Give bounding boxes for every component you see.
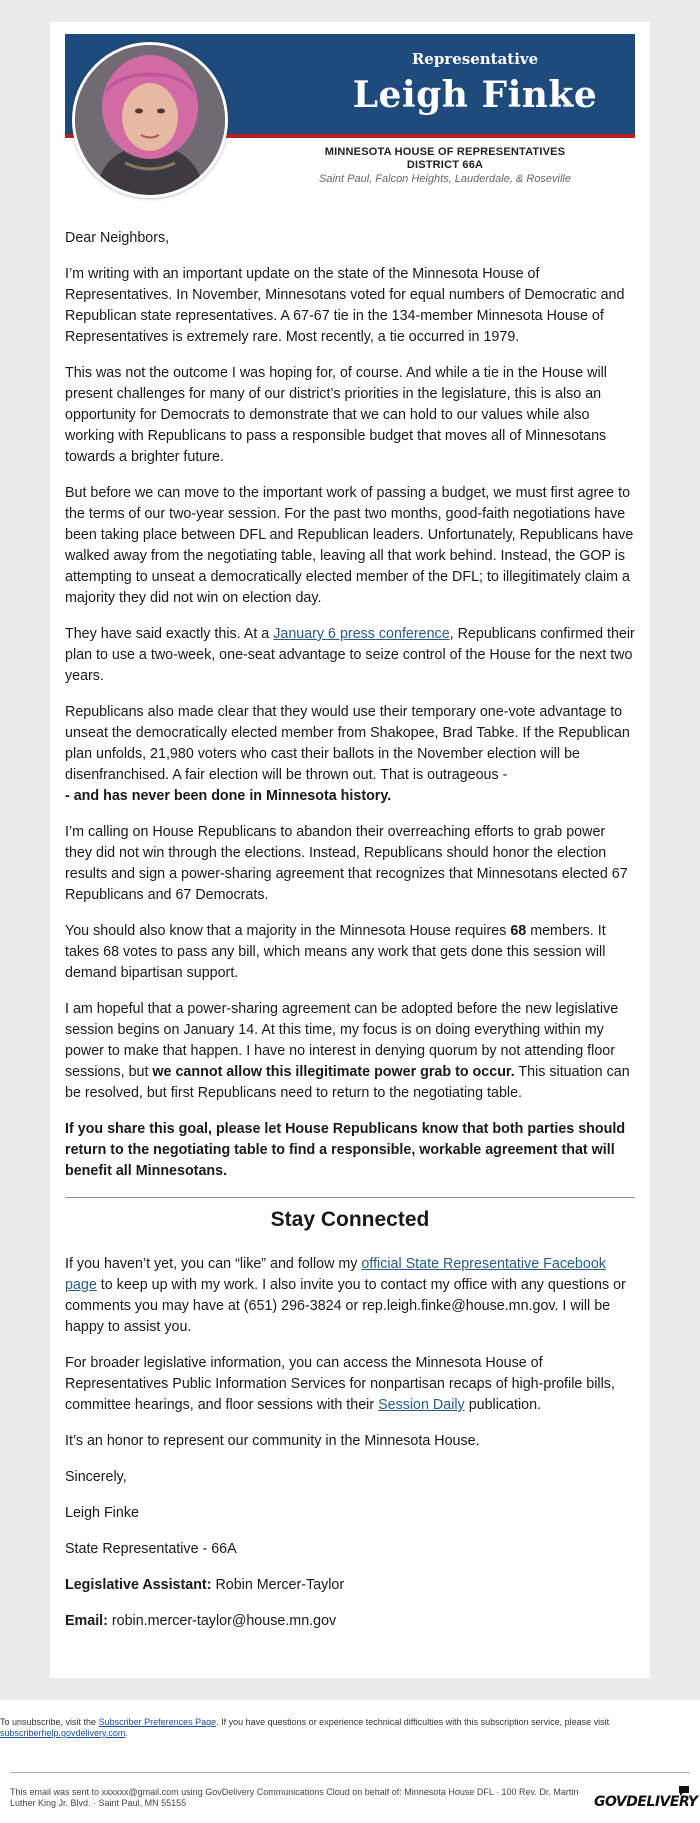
- paragraph-8-bold: we cannot allow this illegitimate power grab to occur.: [152, 1064, 515, 1080]
- legislative-assistant-label: Legislative Assistant:: [65, 1577, 212, 1593]
- paragraph-1: I’m writing with an important update on the state of the Minnesota House of Representatives. In November, Minnesotans voted for equal numbers of Democratic and Republican state representatives. A 67-67 tie in the 134-member Minnesota House of Representatives is extremely rare. Most recently, a tie occurred in 1979.: [65, 266, 625, 345]
- closing: Sincerely,: [65, 1469, 127, 1485]
- district-cities: Saint Paul, Falcon Heights, Lauderdale, & Roseville: [319, 173, 571, 185]
- email-label: Email:: [65, 1613, 108, 1629]
- stay-paragraph-1-text-end: to keep up with my work. I also invite you to contact my office with any questions or comments you may have at (651) 296-3824 or rep.leigh.finke@house.mn.gov. I will be happy to assist you.: [65, 1277, 626, 1335]
- section-divider: [65, 1197, 635, 1198]
- press-conference-link[interactable]: January 6 press conference: [273, 626, 450, 642]
- paragraph-4-text-end: , Republicans confirmed their plan to use a two-week, one-seat advantage to seize control of the House for the next two years.: [65, 626, 635, 684]
- govdelivery-bubble-icon: [678, 1785, 690, 1797]
- paragraph-4: [65, 624, 635, 687]
- greeting: Dear Neighbors,: [65, 230, 170, 246]
- unsubscribe-text-start: To unsubscribe, visit the: [0, 1717, 99, 1727]
- paragraph-6: I’m calling on House Republicans to abandon their overreaching efforts to grab power they did not win through the elections. Instead, Republicans should honor the election results and sign a power-sharing agreement that recognizes that Minnesotans elected 67 Republicans and 67 Democrats.: [65, 824, 628, 903]
- legislative-assistant-value: Robin Mercer-Taylor: [211, 1577, 345, 1593]
- stay-paragraph-2-text-end: publication.: [464, 1397, 542, 1413]
- house-title-line2: DISTRICT 66A: [406, 159, 484, 171]
- stay-paragraph-1: [65, 1254, 635, 1338]
- paragraph-9: [65, 1119, 635, 1182]
- footer-divider: [10, 1772, 690, 1773]
- representative-photo: [72, 42, 228, 198]
- header-subtitle: Representative: [411, 50, 539, 68]
- stay-paragraph-1-text: If you haven’t yet, you can “like” and follow my: [65, 1256, 362, 1272]
- paragraph-7: [65, 921, 635, 984]
- session-daily-link[interactable]: Session Daily: [378, 1397, 465, 1413]
- subscriber-help-link[interactable]: subscriberhelp.govdelivery.com: [0, 1728, 126, 1738]
- stay-paragraph-3: It’s an honor to represent our community in the Minnesota House.: [65, 1433, 480, 1449]
- unsubscribe-text-end: .: [125, 1728, 128, 1738]
- paragraph-5: [65, 702, 635, 807]
- sent-to-text: This email was sent to xxxxxx@gmail.com using GovDelivery Communications Cloud on behalf of: Minnesota House DFL · 100 Rev. Dr. Martin Luther King Jr. Blvd. · Saint Paul, MN 55155: [10, 1787, 579, 1808]
- paragraph-8-text-end: This situation can be resolved, but first Republicans need to return to the negotiating table.: [65, 1064, 630, 1101]
- letter-body: [65, 228, 635, 1647]
- govdelivery-logo: GOVDELIVERY: [594, 1794, 698, 1810]
- paragraph-3: But before we can move to the important work of passing a budget, we must first agree to the terms of our two-year session. For the past two months, good-faith negotiations have been taking place between DFL and Republican leaders. Unfortunately, Republicans have walked away from the negotiating table, leaving all that work behind. Instead, the GOP is attempting to unseat a democratically elected member of the DFL; to illegitimately claim a majority they did not win on election day.: [65, 485, 634, 606]
- paragraph-8: [65, 999, 635, 1104]
- email-line: [65, 1611, 635, 1632]
- paragraph-7-bold: 68: [510, 923, 527, 939]
- signature-name: Leigh Finke: [65, 1505, 139, 1521]
- stay-connected-heading: Stay Connected: [270, 1208, 430, 1231]
- paragraph-5-bold: - and has never been done in Minnesota history.: [65, 788, 392, 804]
- paragraph-5-text: Republicans also made clear that they would use their temporary one-vote advantage to unseat the democratically elected member from Shakopee, Brad Tabke. If the Republican plan unfolds, 21,980 voters who cast their ballots in the November election will be disenfranchised. A fair election will be thrown out. That is outrageous -: [65, 704, 630, 783]
- unsubscribe-text-middle: . If you have questions or experience technical difficulties with this subscription service, please visit: [216, 1717, 610, 1727]
- header-name: Leigh Finke: [352, 74, 598, 116]
- paragraph-4-text: They have said exactly this. At a: [65, 626, 274, 642]
- newsletter-card: [50, 22, 650, 1678]
- stay-paragraph-2-text: For broader legislative information, you can access the Minnesota House of Representatives Public Information Services for nonpartisan recaps of high-profile bills, committee hearings, and floor sessions with their: [65, 1355, 615, 1413]
- paragraph-8-text: I am hopeful that a power-sharing agreement can be adopted before the new legislative session begins on January 14. At this time, my focus is on doing everything within my power to make that happen. I have no interest in denying quorum by not attending floor sessions, but: [65, 1001, 619, 1080]
- facebook-page-link[interactable]: official State Representative Facebook page: [65, 1256, 606, 1293]
- subscriber-preferences-link[interactable]: Subscriber Preferences Page: [98, 1717, 217, 1727]
- stay-paragraph-2: [65, 1353, 635, 1416]
- paragraph-7-text-end: members. It takes 68 votes to pass any bill, which means any work that gets done this session will demand bipartisan support.: [65, 923, 606, 981]
- call-to-action: If you share this goal, please let House Republicans know that both parties should return to the negotiating table to find a responsible, workable agreement that will benefit all Minnesotans.: [65, 1121, 626, 1179]
- paragraph-7-text: You should also know that a majority in the Minnesota House requires: [65, 923, 511, 939]
- email-value: robin.mercer-taylor@house.mn.gov: [107, 1613, 337, 1629]
- unsubscribe-text: [0, 1717, 690, 1739]
- house-title-line1: MINNESOTA HOUSE OF REPRESENTATIVES: [324, 146, 566, 158]
- house-title: [285, 146, 605, 172]
- legislative-assistant: [65, 1575, 635, 1596]
- signature-title: State Representative - 66A: [65, 1541, 237, 1557]
- paragraph-2: This was not the outcome I was hoping for, of course. And while a tie in the House will present challenges for many of our district’s priorities in the legislature, this is also an opportunity for Democrats to demonstrate that we can hold to our values while also working with Republicans to pass a responsible budget that moves all of Minnesotans towards a brighter future.: [65, 365, 607, 465]
